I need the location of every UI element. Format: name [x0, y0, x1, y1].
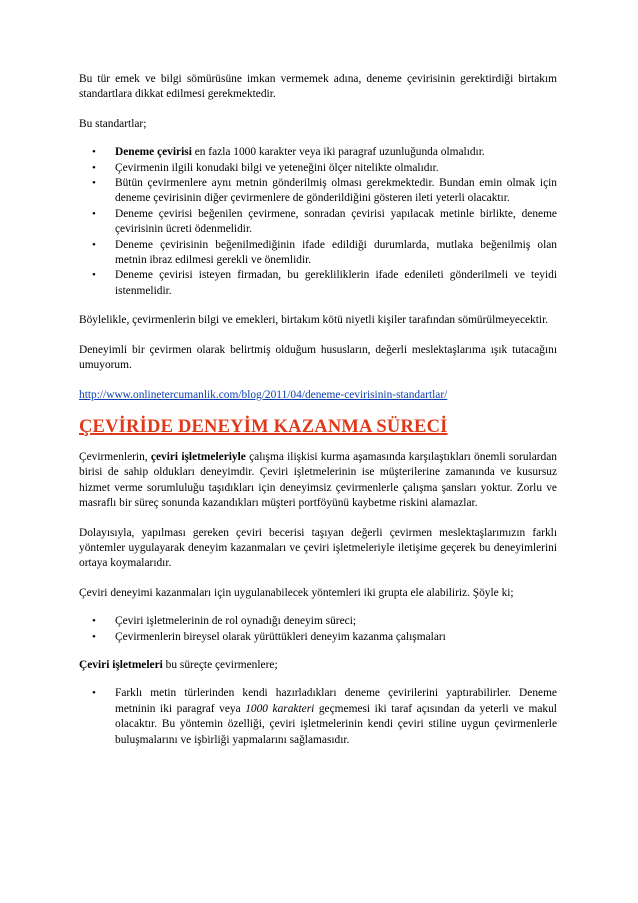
agencies-post: bu süreçte çevirmenlere; [162, 658, 278, 671]
process-bold: çeviri işletmeleriyle [150, 450, 246, 463]
list-item-pre: Farklı metin türlerinden kendi hazırladıkları deneme çevirilerini yaptırabilirler. Deneme metninin iki paragraf veya [115, 687, 557, 715]
list-item-text: Deneme çevirisi beğenilen çevirmene, sonradan çevirisi yapılacak metinle birlikte, deneme çevirisinin ücreti ödenmelidir. [115, 207, 557, 236]
document-page [79, 72, 557, 748]
list-item-text: Deneme çevirisinin beğenilmediğinin ifade edildiği durumlarda, mutlaka beğenilmiş olan metnin ibraz edilmesi gerekli ve önemlidir. [115, 238, 557, 267]
list-item-text: en fazla 1000 karakter veya iki paragraf uzunluğunda olmalıdır. [191, 146, 485, 159]
list-item [79, 207, 557, 238]
list-item-text: Bütün çevirmenlere aynı metnin gönderilmiş olması gerekmektedir. Bundan emin olmak için deneme çevirisinin diğer çevirmenlere de gönderildiğini gösteren ileti yeterli olacaktır. [115, 177, 557, 205]
methods-lead: Çeviri deneyimi kazanmaları için uygulanabilecek yöntemleri iki grupta ele alabiliriz. Şöyle ki; [79, 586, 514, 599]
list-item [79, 686, 557, 748]
list-item [79, 614, 557, 629]
source-link[interactable]: http://www.onlinetercumanlik.com/blog/2011/04/deneme-cevirisinin-standartlar/ [79, 388, 448, 401]
agencies-lead [79, 658, 557, 673]
intro-paragraph: Bu tür emek ve bilgi sömürüsüne imkan vermemek adına, deneme çevirisinin gerektirdiği birtakım standartlara dikkat edilmesi gerekmektedir. [79, 73, 557, 101]
list-item [79, 145, 557, 160]
list-item-post: geçmemesi iki taraf açısından da yeterli ve makul olacaktır. Bu yöntemin özelliği, çeviri işletmelerinin kendi çeviri stiline uygun çevirmenlerle buluşmalarını ve işbirliği yapmalarını sağlamasıdır. [115, 702, 557, 746]
list-item [79, 630, 557, 645]
list-item [79, 268, 557, 299]
agencies-bold: Çeviri işletmeleri [79, 658, 163, 671]
standards-list [79, 145, 557, 299]
list-item-text: Çevirmenin ilgili konudaki bilgi ve yeteneğini ölçer nitelikte olmalıdır. [115, 161, 439, 174]
list-item-text: Çevirmenlerin bireysel olarak yürüttükleri deneyim kazanma çalışmaları [115, 630, 446, 643]
consequence-paragraph: Dolayısıyla, yapılması gereken çeviri becerisi taşıyan değerli çevirmen meslektaşlarımızın farklı yöntemler uygulayarak deneyim kazanmaları ve çeviri işletmeleriyle iletişime geçerek bu deneyimlerini ortaya koymalarıdır. [79, 526, 557, 570]
list-item [79, 176, 557, 207]
process-pre: Çevirmenlerin, [79, 450, 151, 463]
list-item-bold: Deneme çevirisi [115, 146, 192, 159]
list-item-text: Deneme çevirisi isteyen firmadan, bu gerekliliklerin ifade edenileti gönderilmeli ve teyidi istenmelidir. [115, 269, 557, 297]
list-item-text: Çeviri işletmelerinin de rol oynadığı deneyim süreci; [115, 615, 357, 628]
agencies-list [79, 686, 557, 748]
standards-lead: Bu standartlar; [79, 117, 147, 130]
list-item [79, 161, 557, 176]
process-paragraph [79, 450, 557, 512]
list-item-italic: 1000 karakteri [245, 702, 315, 715]
section-heading: ÇEVİRİDE DENEYİM KAZANMA SÜRECİ [79, 416, 448, 437]
experience-paragraph: Deneyimli bir çevirmen olarak belirtmiş olduğum hususların, değerli meslektaşlarıma ışık tutacağını umuyorum. [79, 343, 557, 372]
list-item [79, 238, 557, 269]
process-post: çalışma ilişkisi kurma aşamasında karşılaştıkları önemli sorulardan birisi de sahip oldukları deneyimdir. Çeviri işletmelerinin ise müşterilerine zamanında ve kusursuz hizmet verme sorumluluğu taşıdıkları için deneyimsiz çevirmenlerle çalışma şansları yoktur. Zorlu ve masraflı bir süreç sonunda kazandıkları müşteri portföyünü kaybetme riskini alamazlar. [79, 450, 557, 510]
methods-list [79, 614, 557, 645]
conclusion-paragraph: Böylelikle, çevirmenlerin bilgi ve emekleri, birtakım kötü niyetli kişiler tarafından sömürülmeyecektir. [79, 314, 549, 327]
